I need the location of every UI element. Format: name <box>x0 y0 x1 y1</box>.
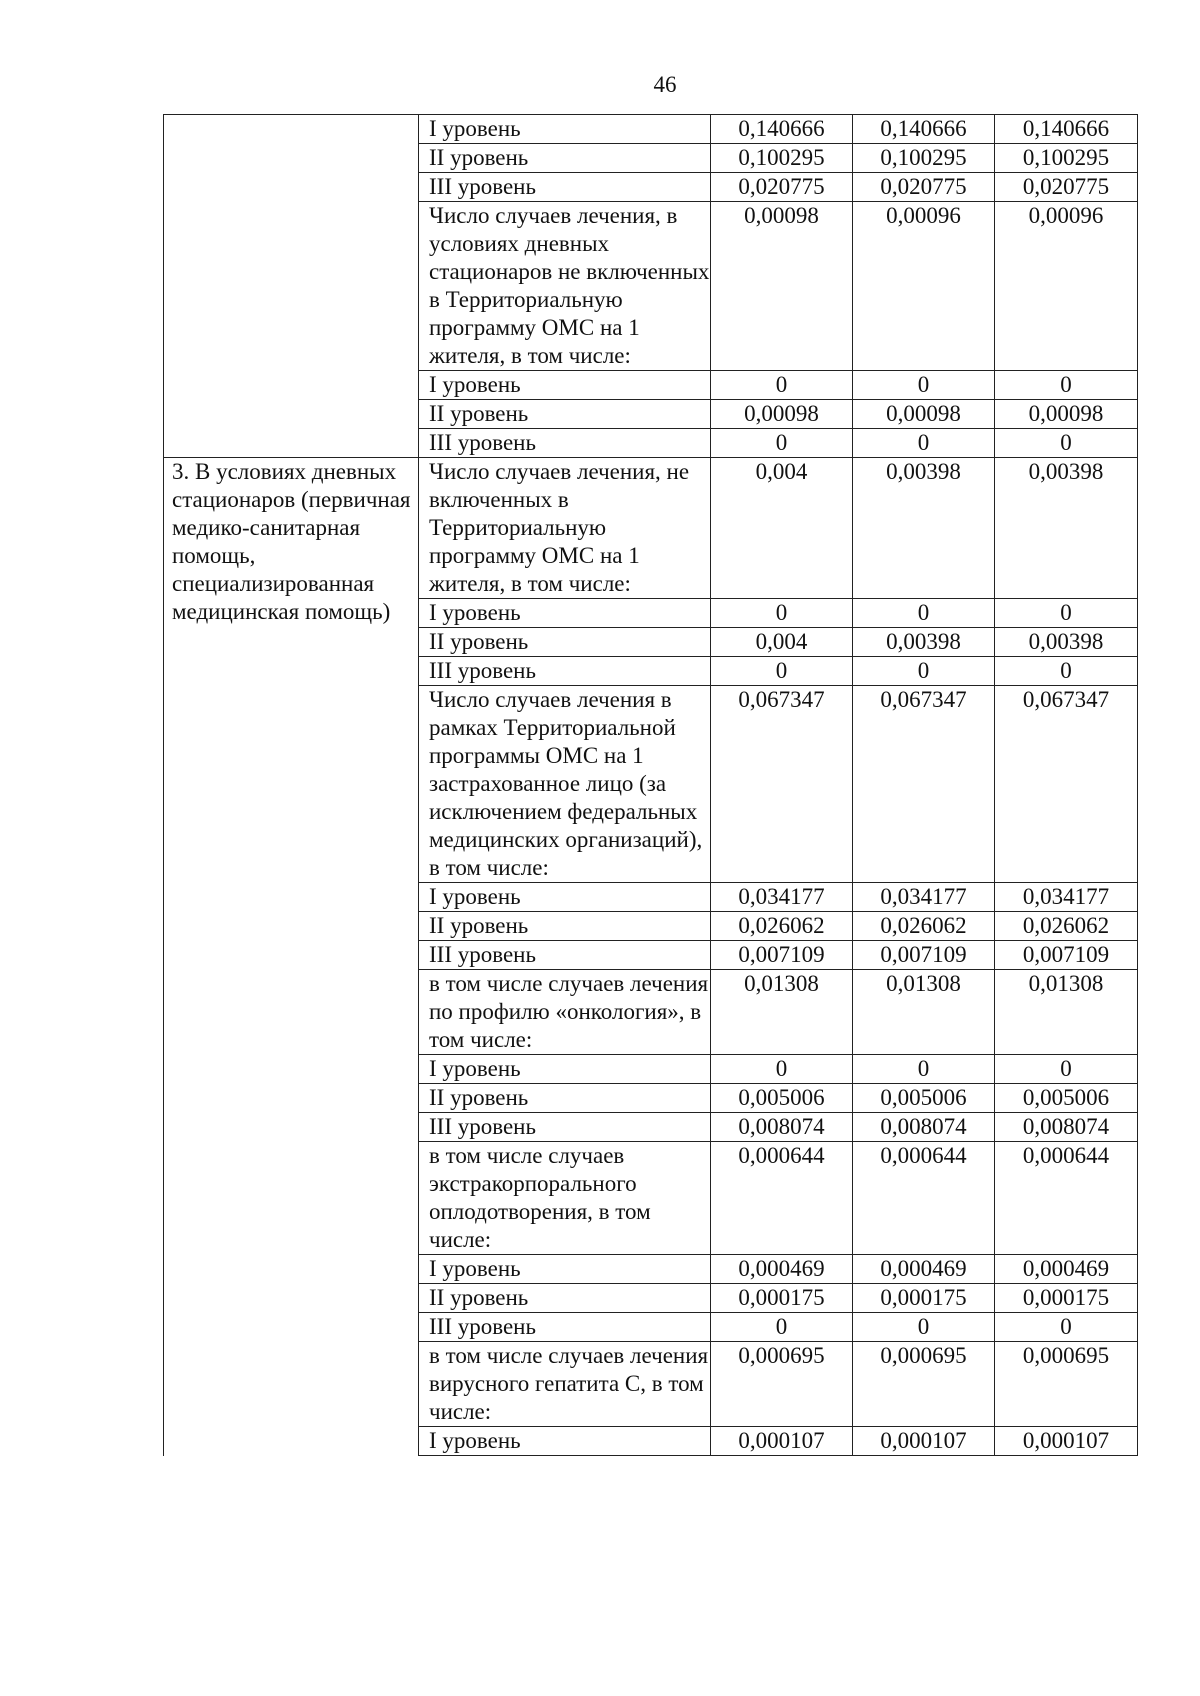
value-cell-col2: 0,007109 <box>853 941 995 970</box>
value-cell-col2: 0,000644 <box>853 1142 995 1255</box>
indicator-table <box>163 114 1138 1456</box>
value-cell-col3: 0,000469 <box>995 1255 1138 1284</box>
value-cell-col3: 0,007109 <box>995 941 1138 970</box>
value-cell-col1: 0,000469 <box>711 1255 853 1284</box>
value-cell-col2: 0,034177 <box>853 883 995 912</box>
value-cell-col2: 0,00096 <box>853 202 995 371</box>
value-cell-col1: 0 <box>711 371 853 400</box>
row-label: II уровень <box>419 144 711 173</box>
row-label: III уровень <box>419 1113 711 1142</box>
table-row <box>164 115 1138 144</box>
row-label: в том числе случаев лечения вирусного гепатита С, в том числе: <box>419 1342 711 1427</box>
value-cell-col3: 0,00398 <box>995 628 1138 657</box>
value-cell-col1: 0,000695 <box>711 1342 853 1427</box>
row-label: I уровень <box>419 371 711 400</box>
value-cell-col3: 0,000644 <box>995 1142 1138 1255</box>
value-cell-col2: 0,00398 <box>853 458 995 599</box>
value-cell-col3: 0,000175 <box>995 1284 1138 1313</box>
value-cell-col2: 0,020775 <box>853 173 995 202</box>
value-cell-col1: 0,000644 <box>711 1142 853 1255</box>
value-cell-col1: 0,140666 <box>711 115 853 144</box>
value-cell-col1: 0,020775 <box>711 173 853 202</box>
value-cell-col1: 0 <box>711 429 853 458</box>
value-cell-col3: 0,00398 <box>995 458 1138 599</box>
value-cell-col1: 0,004 <box>711 628 853 657</box>
value-cell-col1: 0 <box>711 657 853 686</box>
row-label: I уровень <box>419 1427 711 1456</box>
value-cell-col2: 0,005006 <box>853 1084 995 1113</box>
value-cell-col2: 0 <box>853 371 995 400</box>
value-cell-col3: 0,100295 <box>995 144 1138 173</box>
value-cell-col1: 0 <box>711 599 853 628</box>
value-cell-col3: 0,01308 <box>995 970 1138 1055</box>
value-cell-col3: 0,000107 <box>995 1427 1138 1456</box>
value-cell-col2: 0,140666 <box>853 115 995 144</box>
row-label: Число случаев лечения, в условиях дневных стационаров не включенных в Территориальную программу ОМС на 1 жителя, в том числе: <box>419 202 711 371</box>
value-cell-col1: 0,000175 <box>711 1284 853 1313</box>
value-cell-col1: 0 <box>711 1313 853 1342</box>
row-label: в том числе случаев экстракорпорального оплодотворения, в том числе: <box>419 1142 711 1255</box>
value-cell-col3: 0 <box>995 1313 1138 1342</box>
value-cell-col1: 0,004 <box>711 458 853 599</box>
value-cell-col3: 0 <box>995 371 1138 400</box>
value-cell-col2: 0,008074 <box>853 1113 995 1142</box>
value-cell-col3: 0,00096 <box>995 202 1138 371</box>
row-label: II уровень <box>419 1084 711 1113</box>
row-label: II уровень <box>419 1284 711 1313</box>
row-label: III уровень <box>419 173 711 202</box>
value-cell-col1: 0,00098 <box>711 400 853 429</box>
value-cell-col1: 0,100295 <box>711 144 853 173</box>
row-label: Число случаев лечения, не включенных в Территориальную программу ОМС на 1 жителя, в том числе: <box>419 458 711 599</box>
row-label: II уровень <box>419 400 711 429</box>
value-cell-col2: 0,000107 <box>853 1427 995 1456</box>
value-cell-col2: 0,026062 <box>853 912 995 941</box>
value-cell-col3: 0,000695 <box>995 1342 1138 1427</box>
value-cell-col3: 0 <box>995 599 1138 628</box>
value-cell-col2: 0 <box>853 1055 995 1084</box>
value-cell-col3: 0,034177 <box>995 883 1138 912</box>
page-number: 46 <box>653 72 677 97</box>
value-cell-col2: 0 <box>853 657 995 686</box>
row-label: III уровень <box>419 657 711 686</box>
value-cell-col3: 0,00098 <box>995 400 1138 429</box>
value-cell-col1: 0,067347 <box>711 686 853 883</box>
value-cell-col3: 0 <box>995 429 1138 458</box>
value-cell-col2: 0,000175 <box>853 1284 995 1313</box>
value-cell-col3: 0 <box>995 657 1138 686</box>
value-cell-col3: 0,020775 <box>995 173 1138 202</box>
value-cell-col3: 0,140666 <box>995 115 1138 144</box>
value-cell-col2: 0,067347 <box>853 686 995 883</box>
value-cell-col2: 0,000695 <box>853 1342 995 1427</box>
value-cell-col2: 0 <box>853 429 995 458</box>
row-label: III уровень <box>419 941 711 970</box>
value-cell-col3: 0,026062 <box>995 912 1138 941</box>
value-cell-col3: 0,067347 <box>995 686 1138 883</box>
row-label: I уровень <box>419 883 711 912</box>
value-cell-col1: 0,000107 <box>711 1427 853 1456</box>
value-cell-col1: 0,005006 <box>711 1084 853 1113</box>
value-cell-col2: 0 <box>853 1313 995 1342</box>
value-cell-col1: 0,008074 <box>711 1113 853 1142</box>
table-row <box>164 458 1138 599</box>
value-cell-col1: 0 <box>711 1055 853 1084</box>
value-cell-col1: 0,026062 <box>711 912 853 941</box>
table-body <box>164 115 1138 1456</box>
value-cell-col2: 0,01308 <box>853 970 995 1055</box>
value-cell-col2: 0,100295 <box>853 144 995 173</box>
value-cell-col2: 0,00098 <box>853 400 995 429</box>
value-cell-col1: 0,034177 <box>711 883 853 912</box>
value-cell-col2: 0,000469 <box>853 1255 995 1284</box>
row-label: в том числе случаев лечения по профилю «онкология», в том числе: <box>419 970 711 1055</box>
value-cell-col1: 0,01308 <box>711 970 853 1055</box>
row-label: II уровень <box>419 912 711 941</box>
row-label: I уровень <box>419 599 711 628</box>
value-cell-col3: 0,008074 <box>995 1113 1138 1142</box>
row-label: III уровень <box>419 1313 711 1342</box>
row-label: III уровень <box>419 429 711 458</box>
section-3-label: 3. В условиях дневных стационаров (первичная медико-санитарная помощь, специализированная медицинская помощь) <box>164 458 419 1456</box>
value-cell-col2: 0 <box>853 599 995 628</box>
value-cell-col3: 0,005006 <box>995 1084 1138 1113</box>
row-label: I уровень <box>419 1055 711 1084</box>
row-label: Число случаев лечения в рамках Территориальной программы ОМС на 1 застрахованное лицо (за исключением федеральных медицинских организаций), в том числе: <box>419 686 711 883</box>
row-label: I уровень <box>419 115 711 144</box>
value-cell-col1: 0,00098 <box>711 202 853 371</box>
value-cell-col1: 0,007109 <box>711 941 853 970</box>
section-2-continuation-cell <box>164 115 419 458</box>
value-cell-col3: 0 <box>995 1055 1138 1084</box>
row-label: II уровень <box>419 628 711 657</box>
row-label: I уровень <box>419 1255 711 1284</box>
value-cell-col2: 0,00398 <box>853 628 995 657</box>
